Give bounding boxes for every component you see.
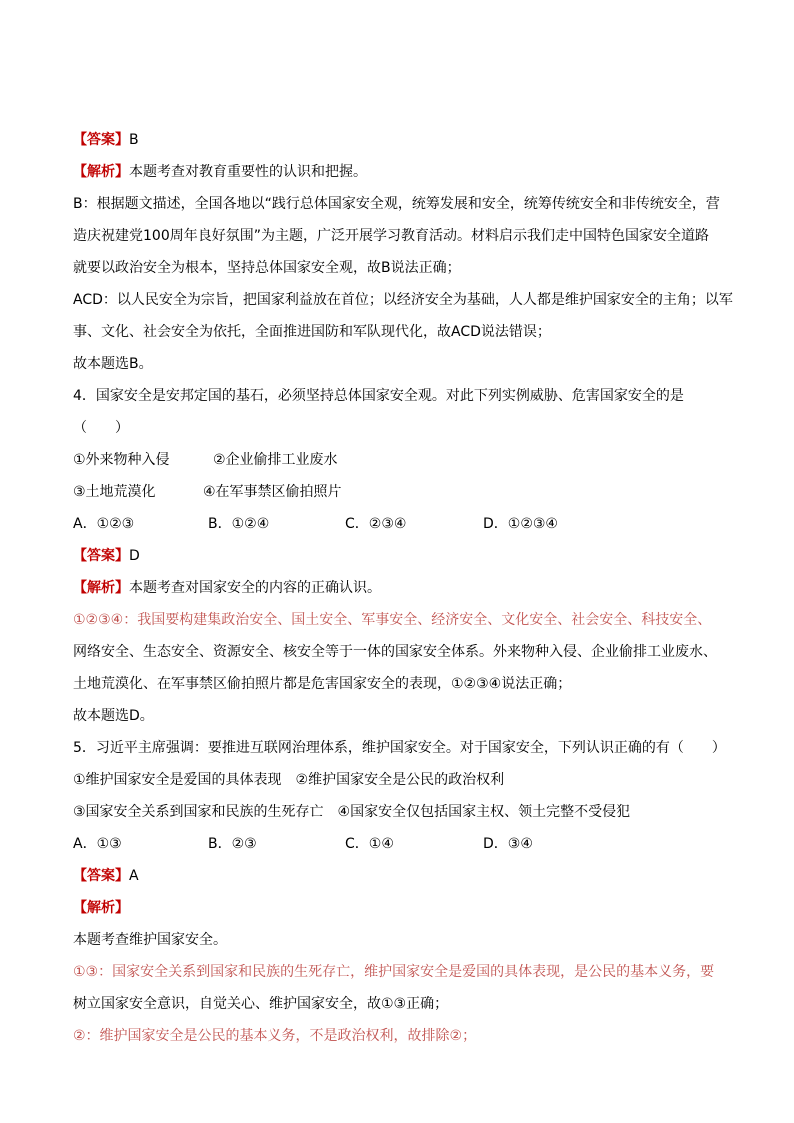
q5-option-b: B．②③ [208, 836, 257, 852]
q4-item: ②企业偷排工业废水 [213, 452, 338, 468]
q4-analysis-line: 土地荒漠化、在军事禁区偷拍照片都是危害国家安全的表现，①②③④说法正确； [73, 676, 572, 692]
q3-analysis-line: 事、文化、社会安全为依托，全面推进国防和军队现代化，故ACD说法错误； [73, 324, 551, 340]
q3-analysis-line: 故本题选B。 [73, 356, 153, 372]
q5-option-c: C．①④ [345, 836, 394, 852]
q3-answer [73, 130, 139, 150]
answer-tag: 【答案】 [73, 868, 129, 884]
q5-answer [73, 866, 139, 886]
q5-analysis-intro: 本题考查维护国家安全。 [73, 932, 227, 948]
q3-analysis-line: 造庆祝建党100周年良好氛围”为主题，广泛开展学习教育活动。材料启示我们走中国特色国家安全道路 [73, 228, 709, 244]
q4-option-c: C．②③④ [345, 516, 407, 532]
q4-analysis-line: ①②③④：我国要构建集政治安全、国土安全、军事安全、经济安全、文化安全、社会安全、科技安全、 [73, 612, 712, 628]
q5-items-line: ③国家安全关系到国家和民族的生死存亡 ④国家安全仅包括国家主权、领土完整不受侵犯 [73, 804, 631, 820]
answer-tag: 【答案】 [73, 132, 129, 148]
q4-option-b: B．①②④ [208, 516, 270, 532]
q4-option-a: A．①②③ [73, 516, 135, 532]
analysis-tag: 【解析】 [73, 164, 129, 180]
q4-option-d: D．①②③④ [483, 516, 558, 532]
q4-analysis-line: 网络安全、生态安全、资源安全、核安全等于一体的国家安全体系。外来物种入侵、企业偷排工业废水、 [73, 644, 717, 660]
answer-tag: 【答案】 [73, 548, 129, 564]
analysis-tag: 【解析】 [73, 580, 129, 596]
q4-item: ③土地荒漠化 [73, 484, 156, 500]
q5-items-line: ①维护国家安全是爱国的具体表现 ②维护国家安全是公民的政治权利 [73, 772, 505, 788]
answer-value: B [129, 132, 139, 148]
q3-analysis [73, 162, 367, 182]
q5-option-d: D．③④ [483, 836, 533, 852]
q4-item: ①外来物种入侵 [73, 452, 170, 468]
q5-analysis-line: ①③：国家安全关系到国家和民族的生死存亡，维护国家安全是爱国的具体表现，是公民的基本义务，要 [73, 964, 715, 980]
q4-answer [73, 546, 140, 566]
q4-stem-bracket: （ ） [73, 420, 129, 436]
q5-option-a: A．①③ [73, 836, 122, 852]
q4-analysis [73, 578, 381, 598]
q4-item: ④在军事禁区偷拍照片 [203, 484, 342, 500]
analysis-intro: 本题考查对教育重要性的认识和把握。 [129, 164, 367, 180]
q5-stem: 5．习近平主席强调：要推进互联网治理体系，维护国家安全。对于国家安全，下列认识正确的有（ ） [73, 740, 726, 756]
q4-stem: 4．国家安全是安邦定国的基石，必须坚持总体国家安全观。对此下列实例威胁、危害国家安全的是 [73, 388, 684, 404]
answer-value: D [129, 548, 140, 564]
q5-analysis-line: ②：维护国家安全是公民的基本义务，不是政治权利，故排除②； [73, 1028, 477, 1044]
answer-value: A [129, 868, 139, 884]
q3-analysis-line: B：根据题文描述，全国各地以“践行总体国家安全观，统筹发展和安全，统筹传统安全和非传统安全，营 [73, 196, 720, 212]
q3-analysis-line: 就要以政治安全为根本，坚持总体国家安全观，故B说法正确； [73, 260, 461, 276]
q3-analysis-line: ACD：以人民安全为宗旨，把国家利益放在首位；以经济安全为基础，人人都是维护国家安全的主角；以军 [73, 292, 733, 308]
q4-analysis-line: 故本题选D。 [73, 708, 154, 724]
analysis-tag: 【解析】 [73, 900, 129, 916]
q5-analysis-line: 树立国家安全意识，自觉关心、维护国家安全，故①③正确； [73, 996, 449, 1012]
analysis-intro: 本题考查对国家安全的内容的正确认识。 [129, 580, 381, 596]
q5-analysis-header [73, 898, 129, 918]
